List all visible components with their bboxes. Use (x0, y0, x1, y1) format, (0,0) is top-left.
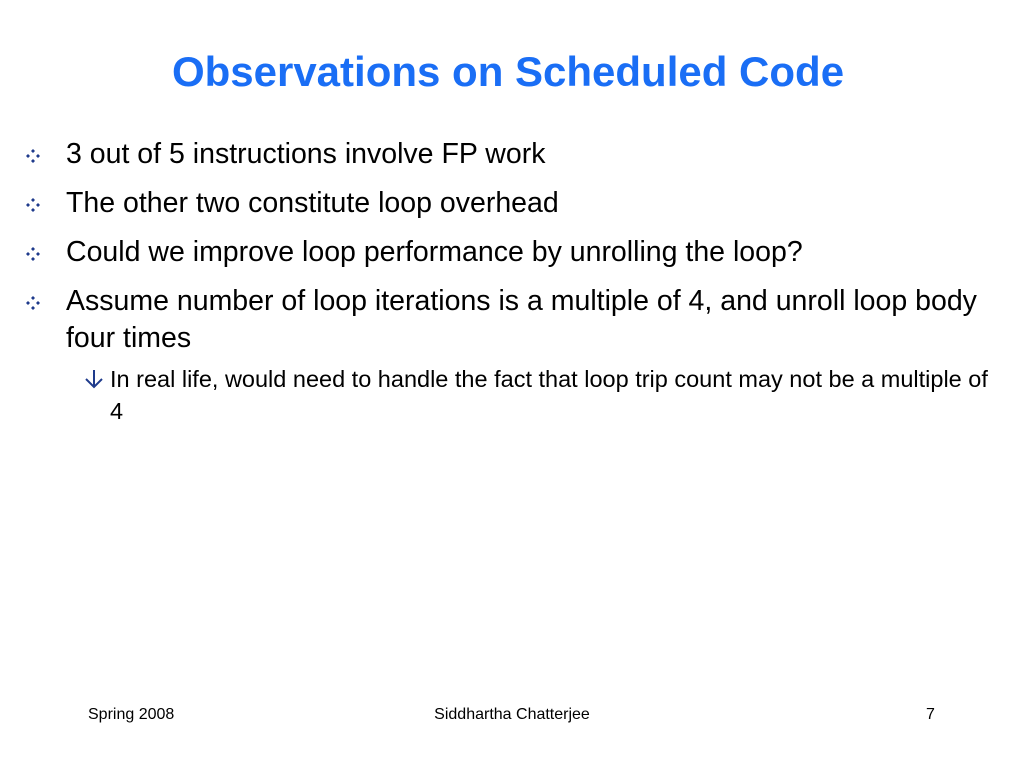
down-arrow-icon (84, 366, 104, 388)
bullet-text: The other two constitute loop overhead (66, 187, 559, 219)
bullet-item (26, 185, 996, 222)
footer-author: Siddhartha Chatterjee (434, 706, 590, 723)
footer-page-number: 7 (926, 706, 935, 723)
sub-bullet-item (84, 363, 996, 427)
bullet-list (26, 136, 996, 427)
sub-bullet-text: In real life, would need to handle the fact that loop trip count may not be a multiple of 4 (110, 366, 988, 424)
bullet-text: Could we improve loop performance by unrolling the loop? (66, 236, 803, 268)
bullet-item (26, 136, 996, 173)
footer-date: Spring 2008 (88, 706, 175, 723)
slide-title: Observations on Scheduled Code (171, 48, 845, 95)
diamond-quad-icon (26, 185, 42, 222)
diamond-quad-icon (26, 136, 42, 173)
diamond-quad-icon (26, 234, 42, 271)
bullet-text: Assume number of loop iterations is a multiple of 4, and unroll loop body four times (66, 285, 977, 354)
bullet-text: 3 out of 5 instructions involve FP work (66, 138, 546, 170)
diamond-quad-icon (26, 283, 42, 320)
bullet-item (26, 283, 996, 357)
bullet-item (26, 234, 996, 271)
